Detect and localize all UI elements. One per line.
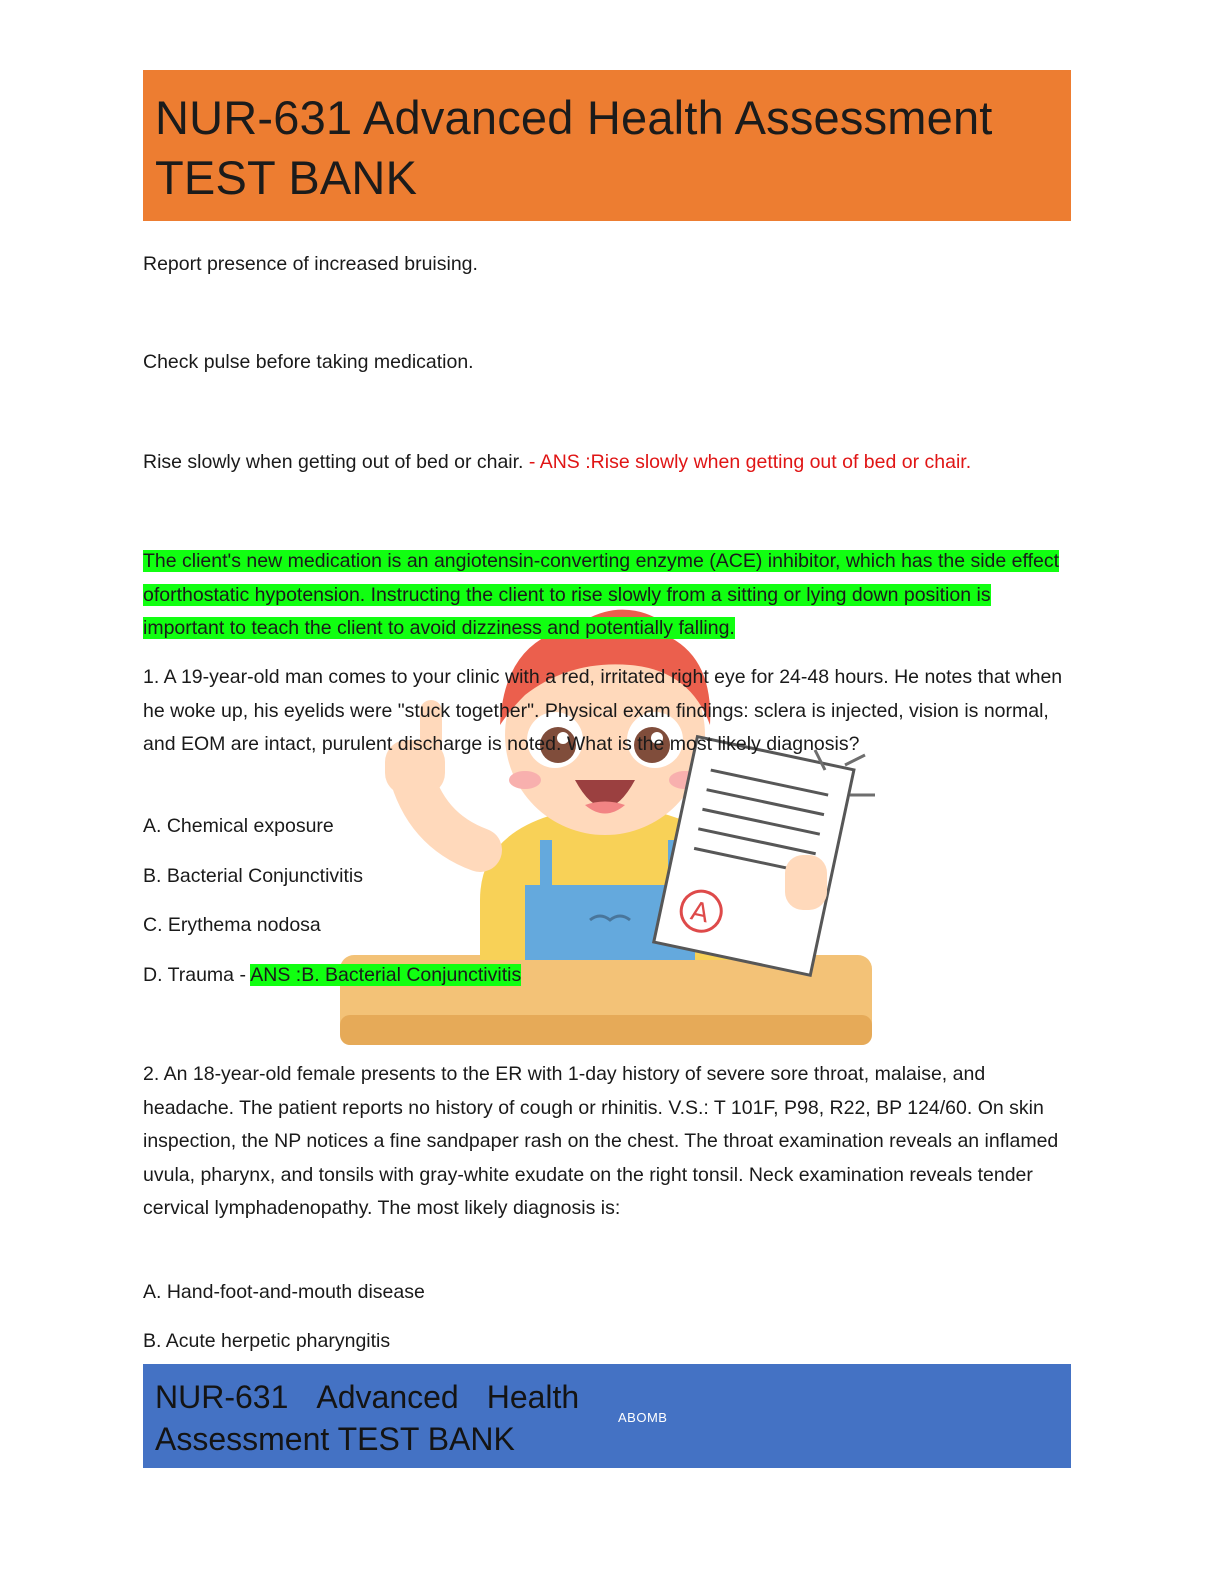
svg-text:A: A — [687, 896, 712, 930]
answer-option-pulse: Check pulse before taking medication. — [143, 351, 474, 373]
footer-title — [155, 1376, 605, 1460]
footer-title-line1 — [155, 1376, 605, 1418]
question-2-stem: 2. An 18-year-old female presents to the ER with 1-day history of severe sore throat, malaise, and headache. The patient reports no history of cough or rhinitis. V.S.: T 101F, P98, R22, BP 124/60. On skin inspection, the NP notices a fine sandpaper rash on the chest. The throat examination reveals an inflamed uvula, pharynx, and tonsils with gray-white exudate on the right tonsil. Neck examination reveals tender cervical lymphadenopathy. The most likely diagnosis is: — [143, 1063, 1059, 1219]
answer-option-bruising: Report presence of increased bruising. — [143, 253, 478, 275]
answer-option-rise-text: Rise slowly when getting out of bed or chair. — [143, 451, 524, 473]
desk-edge — [340, 1015, 872, 1045]
question-2-option-a: A. Hand-foot-and-mouth disease — [143, 1281, 425, 1303]
answer-option-rise — [143, 446, 971, 480]
question-1-answer-key: ANS :B. Bacterial Conjunctivitis — [250, 964, 522, 986]
question-1-option-b: B. Bacterial Conjunctivitis — [143, 865, 364, 887]
question-1-stem: 1. A 19-year-old man comes to your clinic with a red, irritated right eye for 24-48 hours. He notes that when he woke up, his eyelids were "stuck together". Physical exam findings: sclera is injected, vision is normal, and EOM are intact, purulent discharge is noted. What is the most likely diagnosis? — [143, 666, 1063, 755]
footer-brand-label: ABOMB — [618, 1410, 668, 1425]
question-1-option-d — [143, 959, 521, 993]
footer-title-word3: Health — [486, 1379, 580, 1415]
footer-title-line2: Assessment TEST BANK — [155, 1421, 515, 1457]
question-1-option-a: A. Chemical exposure — [143, 815, 334, 837]
document-title-line1: NUR-631 Advanced Health Assessment — [155, 91, 993, 144]
footer-title-word2: Advanced — [316, 1379, 459, 1415]
question-1-option-d-text: D. Trauma - — [143, 964, 251, 986]
header-banner — [143, 70, 1071, 221]
question-2-option-b: B. Acute herpetic pharyngitis — [143, 1330, 391, 1352]
footer-banner — [143, 1364, 1071, 1468]
document-title-line2: TEST BANK — [155, 151, 418, 204]
rationale-paragraph — [143, 545, 1071, 646]
rationale-highlight: The client's new medication is an angiotensin-converting enzyme (ACE) inhibitor, which has the side effect oforthostatic hypotension. Instructing the client to rise slowly from a sitting or lying down position is important to teach the client to avoid dizziness and potentially falling. — [143, 550, 1060, 639]
answer-key-rise: - ANS :Rise slowly when getting out of bed or chair. — [523, 451, 972, 473]
question-1-option-c: C. Erythema nodosa — [143, 914, 321, 936]
document-title — [155, 88, 1059, 208]
footer-title-word1: NUR-631 — [155, 1379, 289, 1415]
